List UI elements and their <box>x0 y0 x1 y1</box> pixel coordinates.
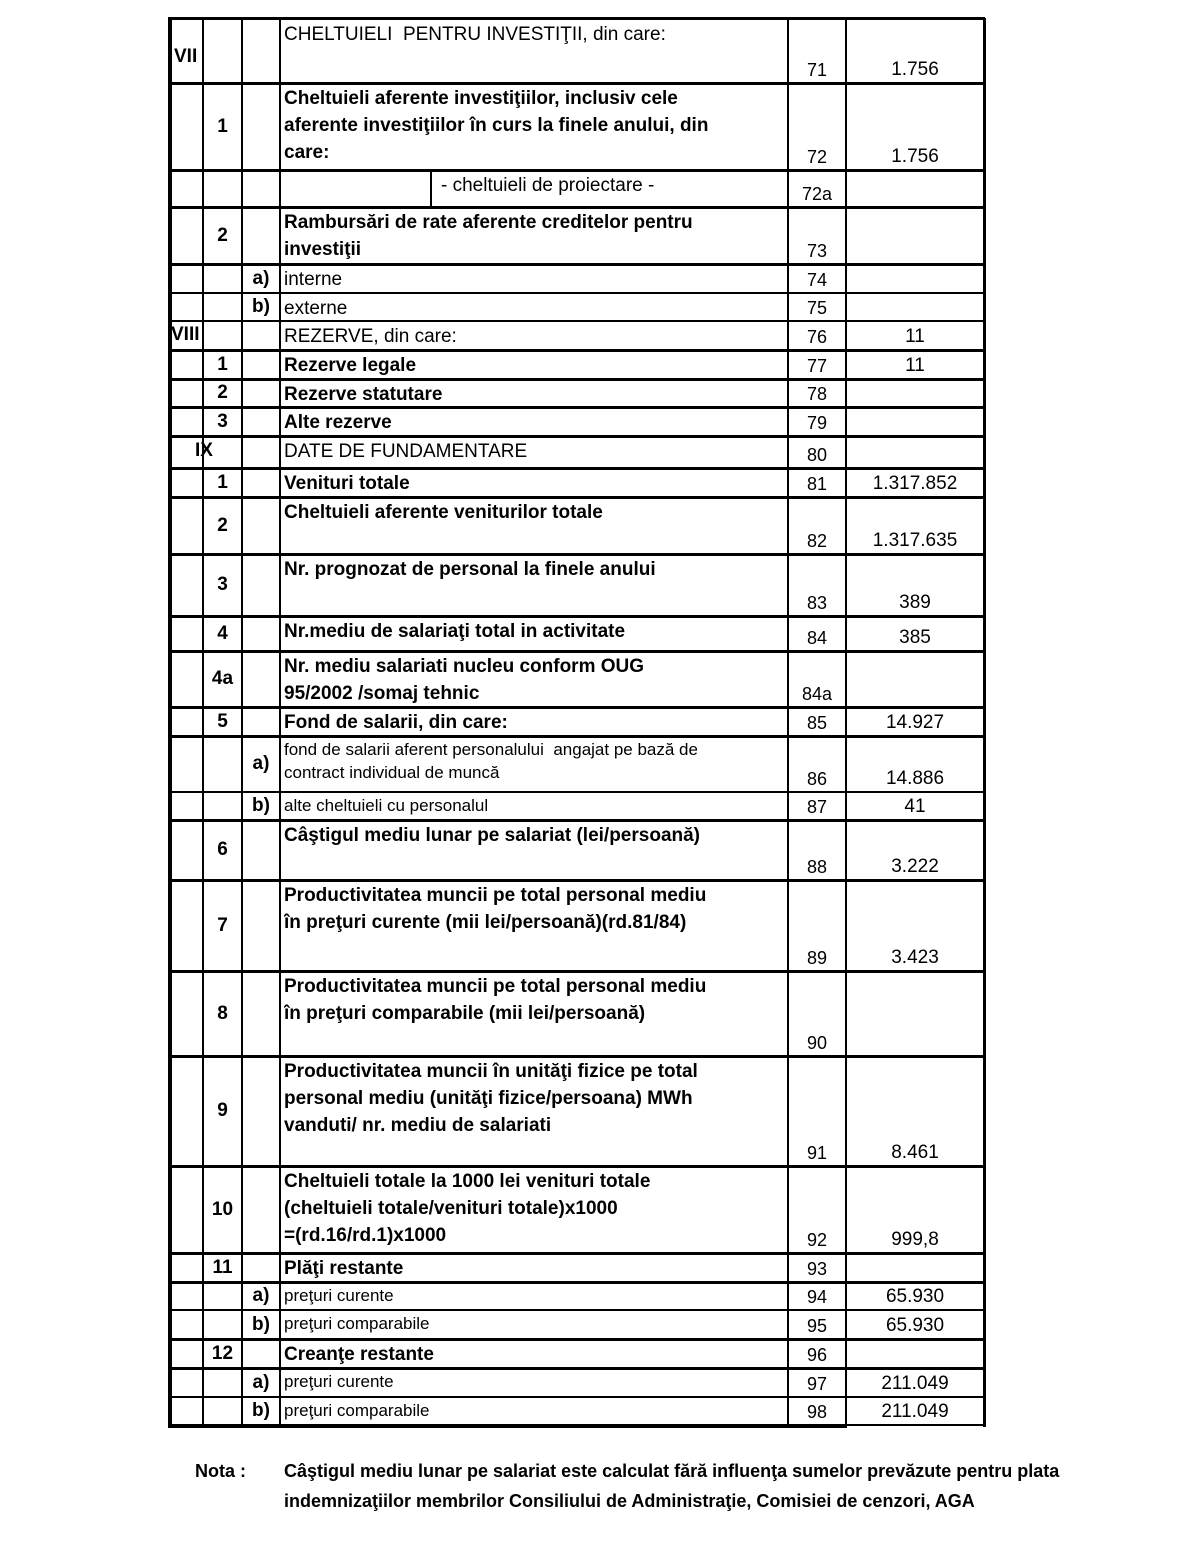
row-label: Plăţi restante <box>284 1258 404 1279</box>
row-code: 85 <box>806 713 828 733</box>
item-number: 2 <box>217 382 228 403</box>
row-code: 79 <box>806 413 828 433</box>
row-code: 93 <box>806 1259 828 1279</box>
row-code: 77 <box>806 356 828 376</box>
row-code: 84 <box>806 628 828 648</box>
row-label: Rambursări de rate aferente creditelor pentru investiţii <box>284 212 693 260</box>
item-number: 3 <box>217 410 228 432</box>
row-value: 8.461 <box>891 1142 939 1163</box>
item-number: 4 <box>217 622 228 644</box>
row-value: 14.927 <box>885 712 945 733</box>
sub-item-letter: a) <box>252 753 270 774</box>
row-label: Nr. mediu salariati nucleu conform OUG 95/2002 /somaj tehnic <box>284 656 645 704</box>
row-label: Nr. prognozat de personal la finele anului <box>284 559 656 580</box>
item-number: 10 <box>211 1198 234 1220</box>
row-value: 3.423 <box>891 947 939 968</box>
row-code: 82 <box>806 531 828 551</box>
row-code: 96 <box>806 1345 828 1365</box>
row-value: 385 <box>899 627 931 648</box>
row-label: Productivitatea muncii în unităţi fizice pe total personal mediu (unităţi fizice/persoana) MWh vanduti/ nr. mediu de salariati <box>284 1061 698 1136</box>
row-code: 91 <box>806 1143 828 1163</box>
row-label: Venituri totale <box>284 473 410 494</box>
item-number: 12 <box>211 1342 234 1364</box>
row-value: 11 <box>905 326 925 347</box>
row-code: 74 <box>806 270 828 290</box>
row-code: 98 <box>806 1402 828 1422</box>
row-label: interne <box>284 269 343 290</box>
row-label: Cheltuieli aferente investiţiilor, inclusiv cele aferente investiţiilor în curs la finele anului, din care: <box>284 88 709 163</box>
row-code: 72a <box>801 184 833 204</box>
row-value: 65.930 <box>885 1315 945 1336</box>
row-code: 76 <box>806 327 828 347</box>
row-value: 3.222 <box>891 856 939 877</box>
row-value: 1.756 <box>891 59 939 80</box>
row-label: Productivitatea muncii pe total personal mediu în preţuri comparabile (mii lei/persoană) <box>284 976 707 1024</box>
row-code: 83 <box>806 593 828 613</box>
row-value: 1.317.852 <box>872 473 958 494</box>
row-value <box>846 436 984 468</box>
item-number: 4a <box>211 668 234 689</box>
row-code: 81 <box>806 474 828 494</box>
row-code: 84a <box>801 684 833 704</box>
row-label: REZERVE, din care: <box>284 326 457 347</box>
table-border-left <box>168 18 172 1427</box>
row-label: DATE DE FUNDAMENTARE <box>284 441 528 462</box>
row-code: 73 <box>806 241 828 261</box>
row-value: 14.886 <box>885 768 945 789</box>
sub-item-letter: a) <box>252 1371 270 1393</box>
row-label: alte cheltuieli cu personalul <box>284 796 489 815</box>
item-number: 8 <box>217 1002 228 1024</box>
row-value: 999,8 <box>891 1229 939 1250</box>
row-value <box>846 407 984 436</box>
row-label: Cheltuieli totale la 1000 lei venituri totale (cheltuieli totale/venituri totale)x1000 =(rd.16/rd.1)x1000 <box>284 1171 651 1246</box>
item-number: 2 <box>217 514 228 536</box>
row-value: 389 <box>899 592 931 613</box>
row-label: Creanţe restante <box>284 1344 434 1365</box>
row-value <box>846 1339 984 1368</box>
row-label: preţuri curente <box>284 1286 394 1305</box>
sub-item-letter: b) <box>252 795 270 816</box>
row-code: 89 <box>806 948 828 968</box>
sub-item-letter: a) <box>252 267 270 289</box>
row-code: 90 <box>806 1033 828 1053</box>
row-label: Rezerve statutare <box>284 384 443 405</box>
row-label: externe <box>284 298 348 319</box>
row-label: fond de salarii aferent personalului angajat pe bază de contract individual de muncă <box>284 740 698 782</box>
row-value: 211.049 <box>881 1373 949 1394</box>
row-label: Productivitatea muncii pe total personal mediu în preţuri curente (mii lei/persoană)(rd.81/84) <box>284 885 707 933</box>
row-label: Nr.mediu de salariaţi total in activitate <box>284 621 626 642</box>
row-value: 11 <box>905 355 925 376</box>
sub-item-letter: a) <box>252 1285 270 1306</box>
row-value <box>846 1253 984 1282</box>
row-code: 97 <box>806 1374 828 1394</box>
sub-item-letter: b) <box>252 296 270 317</box>
row-label: preţuri curente <box>284 1372 394 1391</box>
item-number: 1 <box>217 115 228 137</box>
row-value <box>846 651 984 707</box>
row-label: Fond de salarii, din care: <box>284 712 508 733</box>
section-number: IX <box>195 440 213 461</box>
item-number: 1 <box>217 471 228 493</box>
row-value: 65.930 <box>885 1286 945 1307</box>
row-value <box>846 971 984 1056</box>
row-code: 72 <box>806 147 828 167</box>
row-value: 41 <box>904 796 926 817</box>
row-label: Rezerve legale <box>284 355 417 376</box>
sub-item-letter: b) <box>252 1400 270 1421</box>
item-number: 3 <box>217 574 228 595</box>
row-label: CHELTUIELI PENTRU INVESTIŢII, din care: <box>284 24 666 45</box>
row-value: 1.756 <box>891 146 939 167</box>
item-number: 2 <box>217 224 228 246</box>
sub-item-letter: b) <box>252 1313 270 1335</box>
row-code: 94 <box>806 1287 828 1307</box>
column-separator <box>279 19 281 1425</box>
section-number: VII <box>174 46 198 67</box>
row-label: preţuri comparabile <box>284 1314 430 1333</box>
row-label: Cheltuieli aferente veniturilor totale <box>284 502 603 523</box>
item-number: 9 <box>217 1100 228 1121</box>
row-code: 87 <box>806 797 828 817</box>
note-text-line-1: Câştigul mediu lunar pe salariat este calculat fără influenţa sumelor prevăzute pentru plata <box>284 1461 1060 1481</box>
row-label: - cheltuieli de proiectare - <box>441 175 655 196</box>
row-value: 211.049 <box>881 1401 949 1422</box>
note-label: Nota : <box>195 1461 246 1481</box>
section-number: VIII <box>171 324 200 345</box>
row-code: 80 <box>806 445 828 465</box>
row-label: Alte rezerve <box>284 412 392 433</box>
row-value <box>846 170 984 207</box>
note-text-line-2: indemnizaţiilor membrilor Consiliului de Administraţie, Comisiei de cenzori, AGA <box>284 1491 975 1511</box>
item-number: 7 <box>217 914 228 936</box>
row-label: Câştigul mediu lunar pe salariat (lei/persoană) <box>284 825 701 846</box>
row-value <box>846 379 984 407</box>
label-inner-separator <box>430 170 432 207</box>
item-number: 6 <box>217 839 228 860</box>
row-code: 75 <box>806 298 828 318</box>
row-value: 1.317.635 <box>872 530 958 551</box>
item-number: 1 <box>217 353 228 375</box>
row-code: 88 <box>806 857 828 877</box>
row-code: 92 <box>806 1230 828 1250</box>
row-code: 86 <box>806 769 828 789</box>
row-code: 95 <box>806 1316 828 1336</box>
item-number: 11 <box>212 1256 233 1278</box>
row-value <box>846 207 984 264</box>
row-value <box>846 264 984 293</box>
row-code: 78 <box>806 384 828 404</box>
item-number: 5 <box>217 710 228 732</box>
row-code: 71 <box>806 60 828 80</box>
row-label: preţuri comparabile <box>284 1401 430 1420</box>
row-value <box>846 293 984 321</box>
